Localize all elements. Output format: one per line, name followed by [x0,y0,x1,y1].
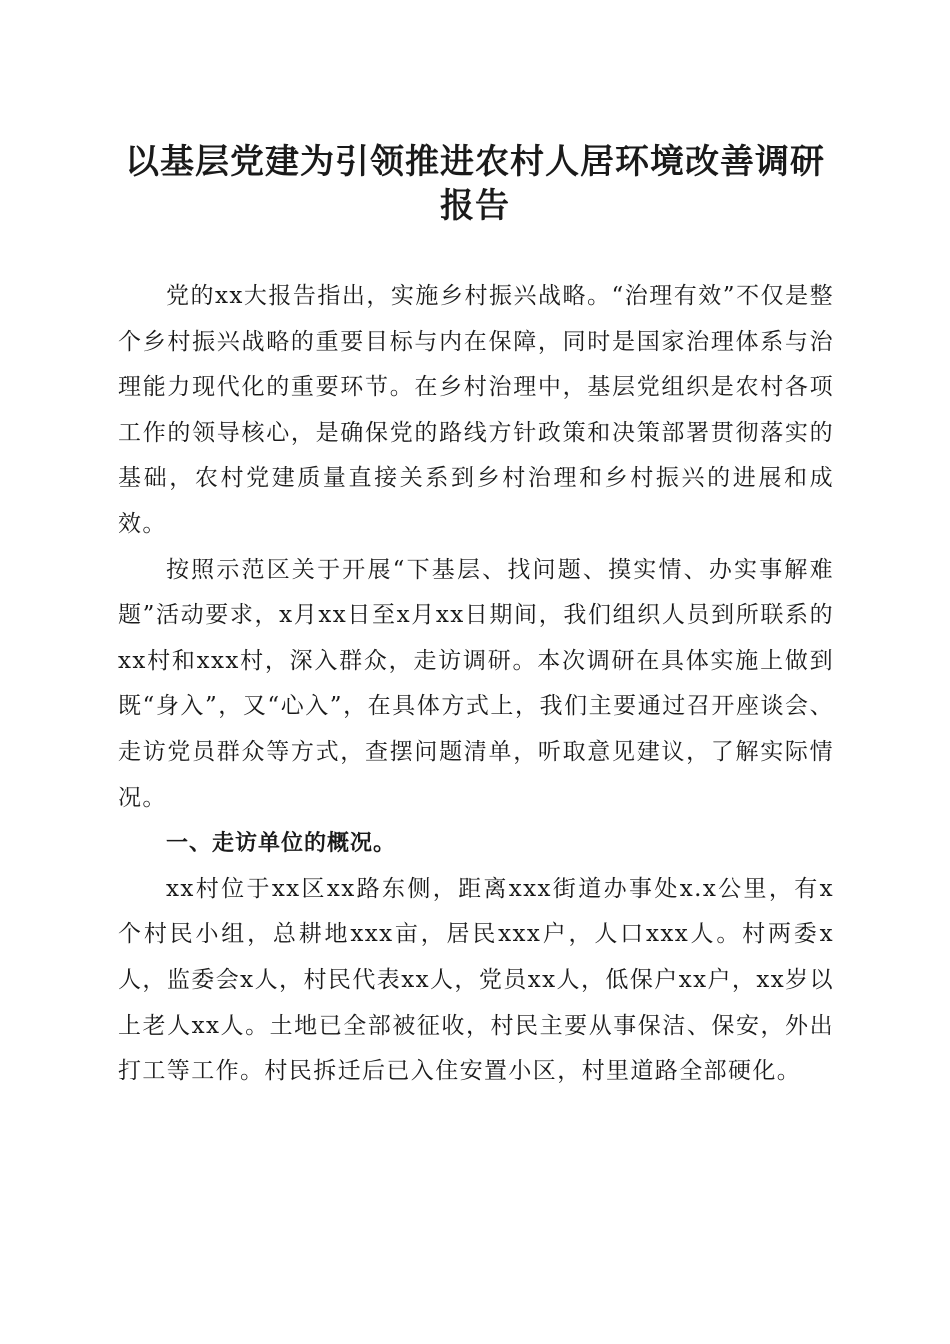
document-title-line-2: 报告 [440,186,510,226]
document-title-line-1: 以基层党建为引领推进农村人居环境改善调研 [125,142,825,182]
section-heading: 一、走访单位的概况。 [166,831,397,857]
document-body [118,274,834,1095]
activity-paragraph: 按照示范区关于开展“下基层、找问题、摸实情、办实事解难题”活动要求，x月xx日至x月xx日期间，我们组织人员到所联系的xx村和xxx村，深入群众，走访调研。本次调研在具体实施上做到既“身入”，又“心入”，在具体方式上，我们主要通过召开座谈会、走访党员群众等方式，查摆问题清单，听取意见建议，了解实际情况。 [118,556,834,811]
village-overview-paragraph: xx村位于xx区xx路东侧，距离xxx街道办事处x.x公里，有x个村民小组，总耕地xxx亩，居民xxx户，人口xxx人。村两委x人，监委会x人，村民代表xx人，党员xx人，低保户xx户，xx岁以上老人xx人。土地已全部被征收，村民主要从事保洁、保安，外出打工等工作。村民拆迁后已入住安置小区，村里道路全部硬化。 [118,875,834,1085]
intro-paragraph: 党的xx大报告指出，实施乡村振兴战略。“治理有效”不仅是整个乡村振兴战略的重要目标与内在保障，同时是国家治理体系与治理能力现代化的重要环节。在乡村治理中，基层党组织是农村各项工作的领导核心，是确保党的路线方针政策和决策部署贯彻落实的基础，农村党建质量直接关系到乡村治理和乡村振兴的进展和成效。 [118,283,834,537]
